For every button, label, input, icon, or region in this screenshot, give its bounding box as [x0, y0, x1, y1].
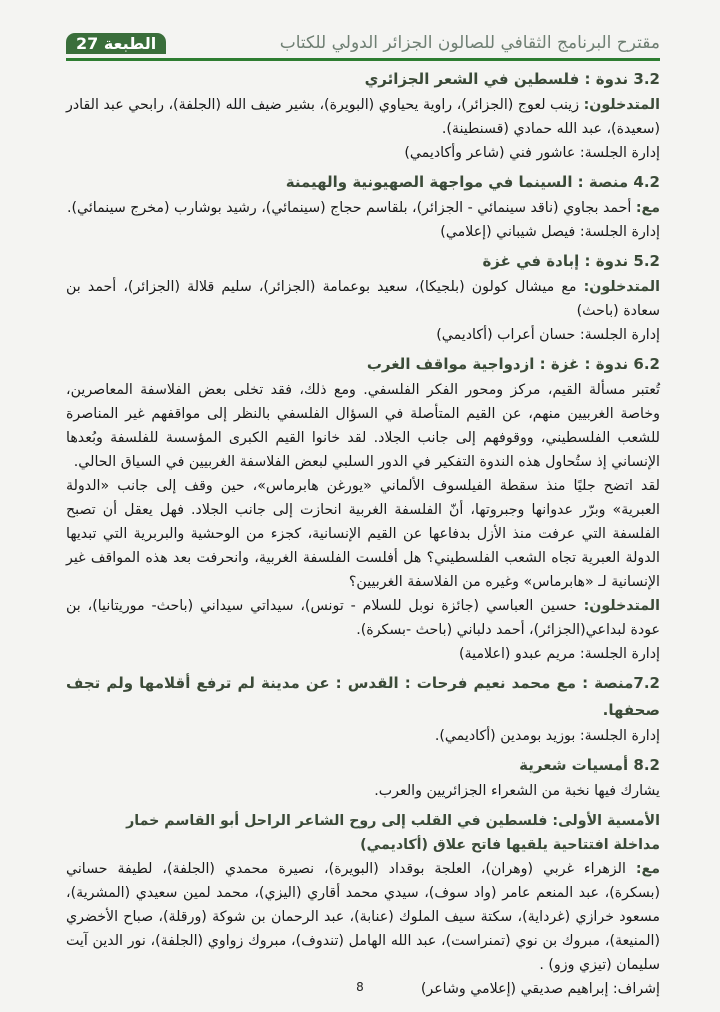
- intro-line: يشارك فيها نخبة من الشعراء الجزائريين والعرب.: [374, 783, 660, 799]
- opening-line: مداخلة افتتاحية يلقيها فاتح علاق (أكاديمي): [360, 837, 660, 853]
- section-4-2: [66, 169, 660, 244]
- section-title: 5.2 ندوة : إبادة في غزة: [482, 252, 660, 270]
- page-content: [66, 66, 660, 997]
- page-header: [66, 28, 660, 61]
- speakers-text: زينب لعوج (الجزائر)، راوية يحياوي (البويرة)، بشير ضيف الله (الجلفة)، رابحي عبد القادر (سعيدة)، عبد الله حمادي (قسنطينة).: [66, 97, 660, 137]
- speakers-paragraph: [66, 275, 660, 323]
- section-5-2: [66, 248, 660, 347]
- body-paragraph: لقد اتضح جليًا منذ سقطة الفيلسوف الألماني «يورغن هابرماس»، حين وقف إلى جانب «الدولة العبرية» وبرّر عدوانها وجبروتها، أنّ الفلسفة الغربية انحازت إلى جانب الجلاد. فهل يعقل أن تصبح الفلسفة التي عرفت منذ الأزل بدفاعها عن القيم الإنسانية، كجزء من الوحشية والبربرية التي تبديها الدولة العبرية تجاه الشعب الفلسطيني؟ هل أفلست الفلسفة الغربية، وانحرفت بعد هذه المواقف غير الإنسانية لـ «هابرماس» وغيره من الفلاسفة الغربيين؟: [66, 478, 660, 590]
- speakers-label: المتدخلون:: [583, 279, 660, 295]
- section-title: 4.2 منصة : السينما في مواجهة الصهيونية والهيمنة: [285, 173, 660, 191]
- section-8-2: [66, 752, 660, 1001]
- moderation-line: إدارة الجلسة: مريم عبدو (اعلامية): [459, 646, 660, 662]
- speakers-label: مع:: [635, 200, 660, 216]
- section-title: 7.2منصة : مع محمد نعيم فرحات : القدس : عن مدينة لم ترفع أقلامها ولم تجف صحفها.: [66, 674, 660, 719]
- moderation-line: إدارة الجلسة: بوزيد بومدين (أكاديمي).: [434, 728, 660, 744]
- edition-badge: الطبعة 27: [66, 33, 166, 54]
- evening-title: الأمسية الأولى: فلسطين في القلب إلى روح الشاعر الراحل أبو القاسم خمار: [126, 813, 660, 829]
- supervision-line: إشراف: إبراهيم صديقي (إعلامي وشاعر): [420, 981, 660, 997]
- moderation-line: إدارة الجلسة: عاشور فني (شاعر وأكاديمي): [404, 145, 660, 161]
- speakers-text: حسين العباسي (جائزة نوبل للسلام - تونس)، سيداتي سيداني (باحث- موريتانيا)، بن عودة لبداعي(الجزائر)، أحمد دلباني (باحث -بسكرة).: [66, 598, 660, 638]
- section-title: 8.2 أمسيات شعرية: [519, 756, 660, 774]
- speakers-text: الزهراء غربي (وهران)، العلجة بوقداد (البويرة)، نصيرة محمدي (الجلفة)، لطيفة حساني (بسكرة)، عبد المنعم عامر (واد سوف)، سيدي محمد أقاري (اليزي)، محمد لمين سعيدي (المشرية)، مسعود خرازي (غرداية)، سكتة سيف الملوك (عنابة)، عبد الرحمان بن شوكة (ورقلة)، صباح الأخضري (المنيعة)، مبروك بن نوي (تمنراست)، عبد الله الهامل (تندوف)، مبروك زواوي (الجلفة)، نور الدين آيت سليمان (تيزي وزو) .: [66, 861, 660, 973]
- speakers-label: المتدخلون:: [583, 598, 660, 614]
- speakers-paragraph: [66, 594, 660, 642]
- speakers-label: المتدخلون:: [583, 97, 660, 113]
- speakers-paragraph: [66, 93, 660, 141]
- header-title: مقترح البرنامج الثقافي للصالون الجزائر الدولي للكتاب: [279, 33, 660, 53]
- section-7-2: [66, 670, 660, 748]
- speakers-paragraph: [66, 196, 660, 220]
- page-number: 8: [356, 980, 364, 994]
- speakers-text: مع ميشال كولون (بلجيكا)، سعيد بوعمامة (الجزائر)، سليم قلالة (الجزائر)، أحمد بن سعادة (باحث): [66, 279, 660, 319]
- moderation-line: إدارة الجلسة: فيصل شيباني (إعلامي): [440, 224, 660, 240]
- speakers-paragraph: [66, 857, 660, 977]
- speakers-label: مع:: [635, 861, 660, 877]
- section-6-2: [66, 351, 660, 666]
- section-title: 3.2 ندوة : فلسطين في الشعر الجزائري: [364, 70, 660, 88]
- moderation-line: إدارة الجلسة: حسان أعراب (أكاديمي): [436, 327, 660, 343]
- section-3-2: [66, 66, 660, 165]
- speakers-text: أحمد بجاوي (ناقد سينمائي - الجزائر)، بلقاسم حجاج (سينمائي)، رشيد بوشارب (مخرج سينمائي).: [66, 200, 636, 216]
- body-paragraph: تُعتبر مسألة القيم، مركز ومحور الفكر الفلسفي. ومع ذلك، فقد تخلى بعض الفلاسفة المعاصرين، وخاصة الغربيين منهم، عن القيم المتأصلة في السؤال الفلسفي بالنظر إلى مواقفهم غير المناصرة للشعب الفلسطيني، ووقوفهم إلى جانب الجلاد. لقد خانوا القيم الكبرى المؤسسة للفلسفة وبُعدها الإنساني إذ ستُحاول هذه الندوة التفكير في الدور السلبي لبعض الفلاسفة الغربيين في السياق الحالي.: [66, 382, 660, 470]
- section-title: 6.2 ندوة : غزة : ازدواجية مواقف الغرب: [366, 355, 660, 373]
